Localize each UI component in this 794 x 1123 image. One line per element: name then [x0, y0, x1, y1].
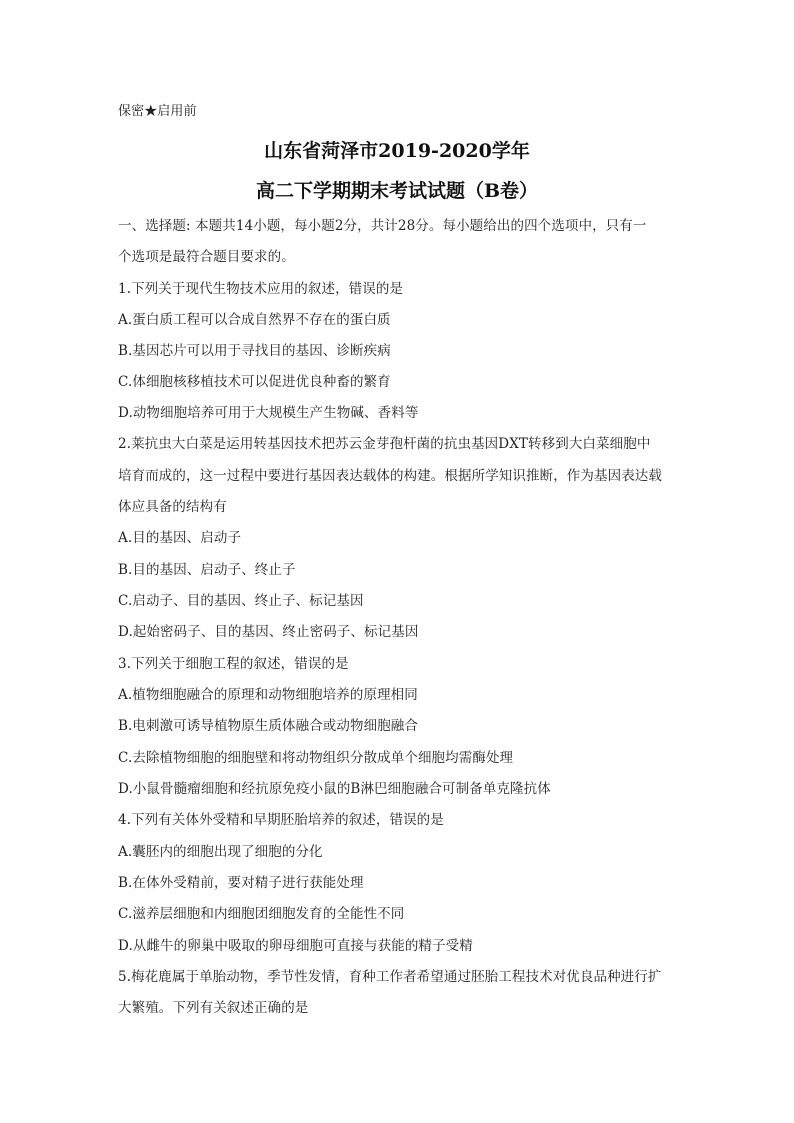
question-2-option-c: C.启动子、目的基因、终止子、标记基因: [118, 593, 364, 609]
question-4-option-a: A.囊胚内的细胞出现了细胞的分化: [118, 844, 323, 860]
question-5-stem-line1: 5.梅花鹿属于单胎动物，季节性发情，育种工作者希望通过胚胎工程技术对优良品种进行扩: [118, 969, 662, 985]
question-1-option-c: C.体细胞核移植技术可以促进优良种畜的繁育: [118, 374, 391, 390]
section-intro-line2: 个选项是最符合题目要求的。: [118, 249, 295, 265]
question-1-stem: 1.下列关于现代生物技术应用的叙述，错误的是: [118, 281, 404, 297]
question-4-option-d: D.从雌牛的卵巢中吸取的卵母细胞可直接与获能的精子受精: [118, 938, 473, 954]
question-2-stem-line2: 培育而成的，这一过程中要进行基因表达载体的构建。根据所学知识推断，作为基因表达载: [118, 468, 662, 484]
question-5-stem-line2: 大繁殖。下列有关叙述正确的是: [118, 1000, 309, 1016]
question-3-option-c: C.去除植物细胞的细胞壁和将动物组织分散成单个细胞均需酶处理: [118, 750, 514, 766]
exam-title-line1: 山东省菏泽市2019-2020学年: [264, 140, 530, 162]
question-4-stem: 4.下列有关体外受精和早期胚胎培养的叙述，错误的是: [118, 812, 444, 828]
question-2-stem-line3: 体应具备的结构有: [118, 499, 227, 515]
question-2-option-a: A.目的基因、启动子: [118, 530, 242, 546]
question-2-option-b: B.目的基因、启动子、终止子: [118, 562, 296, 578]
question-3-option-b: B.电刺激可诱导植物原生质体融合或动物细胞融合: [118, 718, 419, 734]
question-2-stem-line1: 2.莱抗虫大白菜是运用转基因技术把苏云金芽孢杆菌的抗虫基因DXT转移到大白菜细胞中: [118, 436, 651, 452]
question-3-stem: 3.下列关于细胞工程的叙述，错误的是: [118, 656, 349, 672]
question-4-option-c: C.滋养层细胞和内细胞团细胞发育的全能性不同: [118, 906, 405, 922]
question-4-option-b: B.在体外受精前，要对精子进行获能处理: [118, 875, 364, 891]
question-1-option-d: D.动物细胞培养可用于大规模生产生物碱、香料等: [118, 405, 419, 421]
exam-title-line2: 高二下学期期末考试试题（B卷）: [255, 180, 539, 202]
question-3-option-d: D.小鼠骨髓瘤细胞和经抗原免疫小鼠的B淋巴细胞融合可制备单克隆抗体: [118, 781, 551, 797]
question-1-option-b: B.基因芯片可以用于寻找目的基因、诊断疾病: [118, 343, 391, 359]
question-1-option-a: A.蛋白质工程可以合成自然界不存在的蛋白质: [118, 312, 391, 328]
question-2-option-d: D.起始密码子、目的基因、终止密码子、标记基因: [118, 624, 419, 640]
question-3-option-a: A.植物细胞融合的原理和动物细胞培养的原理相同: [118, 687, 418, 703]
confidential-note: 保密★启用前: [118, 104, 197, 119]
section-intro-line1: 一、选择题: 本题共14小题，每小题2分，共计28分。每小题给出的四个选项中，只有一: [118, 218, 647, 234]
